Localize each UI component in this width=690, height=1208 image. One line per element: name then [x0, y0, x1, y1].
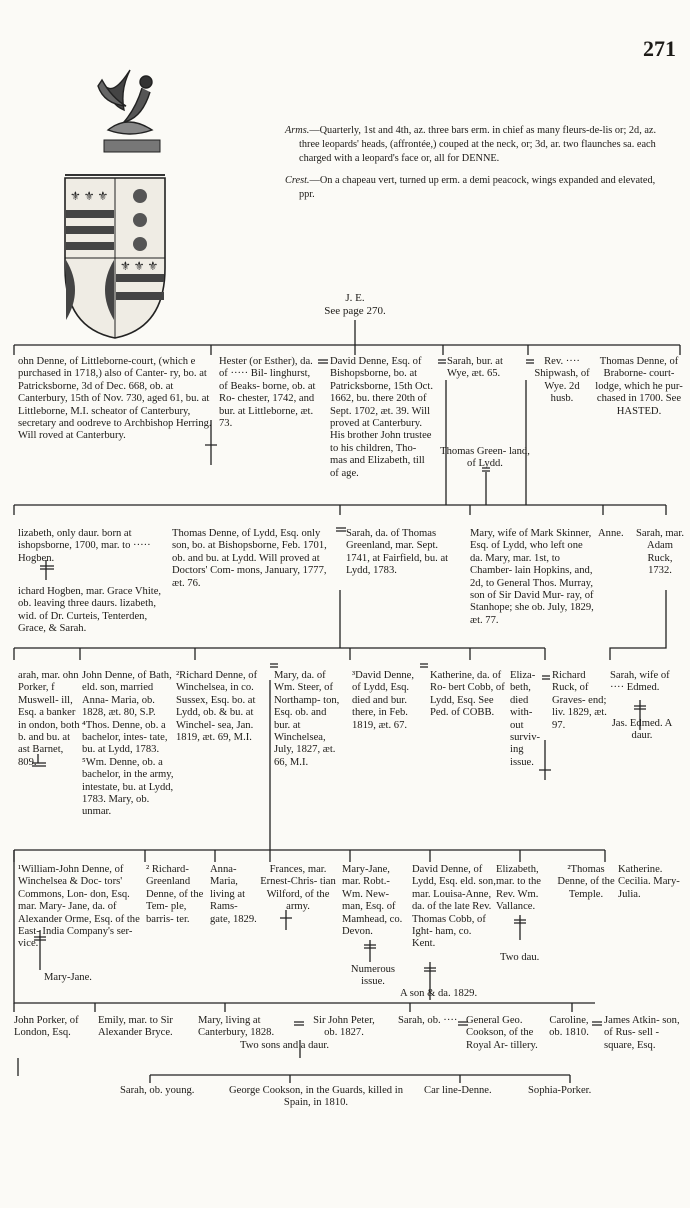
- entry-mary-steer: Mary, da. of Wm. Steer, of Northamp- ton, Esq. ob. and bur. at Winchelsea, July, 1827, æt. 66, M.I.: [274, 670, 340, 768]
- entry-sarah-greenland: Sarah, da. of Thomas Greenland, mar. Sept. 1741, at Fairfield, bu. at Lydd, 1783.: [346, 528, 449, 577]
- entry-numerous-issue: Numerous issue.: [350, 964, 396, 988]
- entry-james-atkinson: James Atkin- son, of Rus- sell - square, Esq.: [604, 1015, 680, 1051]
- entry-john-denne-littleborne: ohn Denne, of Littleborne-court, (which e purchased in 1718,) also of Canter- ry, bo. at Patricksborne, 3d of Dec. 668, ob. at Canterbury, 15th of Nov. 730, aged 61, bu. at Littleborne, M.I. scheator of Canterbury, secretary and oodreve to Archbishop Herring. Will roved at Canterbury.: [18, 356, 212, 442]
- entry-john-denne-bath: John Denne, of Bath, eld. son, married Anna- Maria, ob. 1828, æt. 80, S.P. ⁴Thos. Denne, ob. a bachelor, intes- tate, bu. at Lydd, 1783. ⁵Wm. Denne, ob. a bachelor, in the army, intestate, bu. at Lydd, 1783. Mary, ob. unmar.: [82, 670, 174, 818]
- entry-caroline: Caroline, ob. 1810.: [549, 1015, 589, 1039]
- entry-mary-jane-newman: Mary-Jane, mar. Robt.- Wm. New- man, Esq. of Mamhead, co. Devon.: [342, 864, 403, 938]
- entry-david-denne-eld-son: David Denne, of Lydd, Esq. eld. son, mar. Louisa-Anne, da. of the late Rev. Thomas Cobb, of Ight- ham, co. Kent.: [412, 864, 496, 950]
- root-reference: See page 270.: [324, 305, 386, 317]
- entry-rev-shipwash: Rev. ···· Shipwash, of Wye. 2d husb.: [534, 356, 590, 405]
- entry-thomas-greenland: Thomas Green- land, of Lydd.: [440, 446, 530, 470]
- entry-sophia-porker: Sophia-Porker.: [528, 1085, 592, 1096]
- entry-katherine-cobb: Katherine, da. of Ro- bert Cobb, of Lydd, Esq. See Ped. of COBB.: [430, 670, 505, 719]
- entry-two-sons-daur: Two sons and a daur.: [240, 1040, 329, 1051]
- entry-sarah-ob: Sarah, ob. ····: [398, 1015, 458, 1026]
- entry-sarah-ruck: Sarah, mar. Adam Ruck, 1732.: [636, 528, 684, 577]
- entry-elizabeth-no-issue: Eliza- beth, died with- out surviv- ing issue.: [510, 670, 541, 768]
- entry-elizabeth-vallance: Elizabeth, mar. to the Rev. Wm. Vallance.: [496, 864, 542, 913]
- entry-sarah-wye: Sarah, bur. at Wye, æt. 65.: [447, 356, 503, 380]
- entry-david-denne-lydd: ³David Denne, of Lydd, Esq. died and bur. there, in Feb. 1819, æt. 67.: [352, 670, 415, 731]
- entry-katherine-cecilia-mary-julia: Katherine. Cecilia. Mary-Julia.: [618, 864, 680, 900]
- entry-richard-denne-winchelsea: ²Richard Denne, of Winchelsea, in co. Sussex, Esq. bo. at Lydd, ob. & bu. at Winchel- sea, Jan. 1819, æt. 69, M.I.: [176, 670, 258, 744]
- entry-richard-greenland-denne: ² Richard- Greenland Denne, of the Tem- ple, barris- ter.: [146, 864, 204, 925]
- entry-richard-hogben: ichard Hogben, mar. Grace Vhite, ob. leaving three daurs. lizabeth, wid. of Dr. Curteis, Tenterden, Grace, & Sarah.: [18, 586, 162, 635]
- entry-general-cookson: General Geo. Cookson, of the Royal Ar- tillery.: [466, 1015, 538, 1051]
- entry-emily-bryce: Emily, mar. to Sir Alexander Bryce.: [98, 1015, 173, 1039]
- crest-label: Crest.: [285, 175, 310, 186]
- entry-william-john-denne: ¹William-John Denne, of Winchelsea & Doc- tors' Commons, Lon- don, Esq. mar. Mary- Jane, da. of Alexander Orme, Esq. of the East- India Company's ser- vice.: [18, 864, 140, 950]
- entry-anne: Anne.: [598, 528, 624, 539]
- entry-hester: Hester (or Esther), da. of ····· Bil- linghurst, of Beaks- borne, ob. at Ro- chester, 1742, and bur. at Littleborne, æt. 73.: [219, 356, 316, 430]
- entry-david-denne-bishopsborne: David Denne, Esq. of Bishopsborne, bo. at Patricksborne, 15th Oct. 1662, bu. there 20th of Sept. 1702, æt. 39. Will proved at Canterbury. His brother John trustee to his children, Tho- mas and Elizabeth, till of age.: [330, 356, 433, 479]
- entry-thomas-denne-temple: ²Thomas Denne, of the Temple.: [557, 864, 615, 900]
- entry-mary-skinner: Mary, wife of Mark Skinner, Esq. of Lydd, who left one da. Mary, mar. 1st, to Chamber- lain Hopkins, and, 2d, to General Thos. Murray, son of Sir David Mur- ray, of Stanhope; she ob. July, 1829, æt. 77.: [470, 528, 594, 626]
- entry-mary-canterbury: Mary, living at Canterbury, 1828.: [198, 1015, 275, 1039]
- svg-text:⚜ ⚜ ⚜: ⚜ ⚜ ⚜: [120, 259, 159, 273]
- entry-anna-maria: Anna- Maria, living at Rams- gate, 1829.: [210, 864, 257, 925]
- entry-sarah-ob-young: Sarah, ob. young.: [120, 1085, 195, 1096]
- entry-frances-wilford: Frances, mar. Ernest-Chris- tian Wilford, of the army.: [260, 864, 336, 913]
- entry-thomas-denne-braborne: Thomas Denne, of Braborne- court-lodge, which he pur- chased in 1700. See HASTED.: [595, 356, 683, 417]
- entry-sarah-edmed: Sarah, wife of ···· Edmed.: [610, 670, 670, 694]
- entry-richard-ruck: Richard Ruck, of Graves- end; liv. 1829, æt. 97.: [552, 670, 607, 731]
- arms-text: —Quarterly, 1st and 4th, az. three bars erm. in chief as many fleurs-de-lis or; 2d, az. three leopards' heads, (affrontée,) couped at the neck, or; 3d, ar. two flaunches sa. each charged with a leopard's face or, all for DENNE.: [299, 125, 657, 164]
- entry-elizabeth-hogben: lizabeth, only daur. born at ishopsborne, 1700, mar. to ····· Hogben.: [18, 528, 151, 564]
- page-number: 271: [643, 36, 676, 61]
- root-name: J. E.: [345, 292, 365, 304]
- entry-jas-edmed: Jas. Edmed. A daur.: [611, 718, 673, 742]
- entry-george-cookson: George Cookson, in the Guards, killed in Spain, in 1810.: [229, 1085, 403, 1109]
- entry-john-porker-london: John Porker, of London, Esq.: [14, 1015, 79, 1039]
- entry-two-dau: Two dau.: [500, 952, 540, 963]
- svg-text:⚜ ⚜ ⚜: ⚜ ⚜ ⚜: [70, 189, 109, 203]
- entry-son-and-daughter: A son & da. 1829.: [400, 988, 478, 999]
- entry-sir-john-peter: Sir John Peter, ob. 1827.: [313, 1015, 375, 1039]
- entry-mary-jane-daughter: Mary-Jane.: [44, 972, 92, 983]
- arms-label: Arms.: [285, 125, 310, 136]
- entry-thomas-denne-lydd: Thomas Denne, of Lydd, Esq. only son, bo. at Bishopsborne, Feb. 1701, ob. and bu. at Lydd. Will proved at Doctors' Com- mons, January, 1777, æt. 76.: [172, 528, 327, 589]
- entry-car-line-denne: Car line-Denne.: [424, 1085, 492, 1096]
- entry-sarah-porker: arah, mar. ohn Porker, f Muswell- ill, Esq. a banker in ondon, both b. and bu. at ast Barnet, 809.: [18, 670, 80, 768]
- crest-text: —On a chapeau vert, turned up erm. a demi peacock, wings expanded and elevated, ppr.: [299, 175, 656, 200]
